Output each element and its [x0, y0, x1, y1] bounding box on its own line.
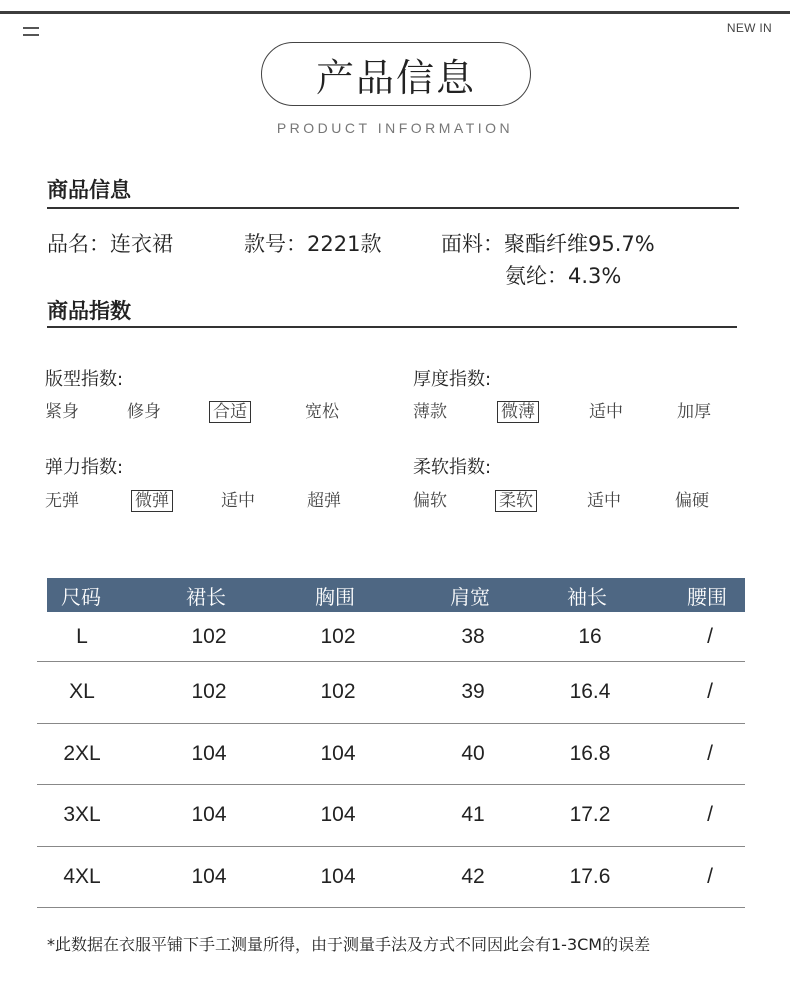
index-option: 适中 — [587, 491, 621, 511]
table-cell: 102 — [191, 680, 227, 704]
table-cell: / — [707, 864, 713, 888]
index-option: 薄款 — [413, 402, 447, 422]
table-cell: 4XL — [63, 864, 101, 888]
product-name — [47, 228, 173, 258]
column-header: 尺码 — [61, 584, 101, 609]
new-in-label: NEW IN — [726, 21, 772, 35]
table-row — [37, 662, 745, 724]
table-cell: 16.8 — [569, 741, 611, 765]
table-cell: 3XL — [63, 803, 101, 827]
table-cell: / — [707, 741, 713, 765]
index-option: 宽松 — [305, 402, 339, 422]
table-cell: 42 — [461, 864, 485, 888]
size-table — [37, 578, 745, 908]
table-cell: / — [707, 624, 713, 648]
table-cell: 104 — [191, 741, 227, 765]
page-title: 产品信息 — [315, 55, 476, 100]
table-cell: L — [76, 624, 88, 648]
index-option: 无弹 — [45, 491, 79, 511]
top-rule — [0, 11, 790, 14]
table-cell: / — [707, 803, 713, 827]
column-header: 胸围 — [315, 584, 355, 609]
fabric-value-1: 聚酯纤维95.7% — [504, 232, 655, 256]
style-number — [244, 228, 381, 258]
index-label: 弹力指数: — [45, 457, 124, 478]
fabric-label: 面料： — [441, 232, 504, 256]
table-cell: 104 — [320, 864, 356, 888]
table-cell: 16 — [578, 624, 602, 648]
table-cell: XL — [69, 680, 95, 704]
table-row — [37, 612, 745, 662]
index-option: 修身 — [127, 402, 161, 422]
column-header: 袖长 — [567, 584, 607, 609]
table-cell: 104 — [320, 741, 356, 765]
product-name-value: 连衣裙 — [110, 232, 173, 256]
table-cell: 39 — [461, 680, 485, 704]
table-cell: 41 — [461, 803, 485, 827]
index-option-selected: 微薄 — [497, 400, 539, 424]
table-cell: 102 — [320, 680, 356, 704]
index-option: 加厚 — [677, 402, 711, 422]
table-cell: 104 — [191, 803, 227, 827]
index-option: 超弹 — [307, 491, 341, 511]
index-option: 适中 — [221, 491, 255, 511]
index-option: 偏软 — [413, 491, 447, 511]
table-cell: 38 — [461, 624, 485, 648]
table-row — [37, 847, 745, 909]
index-option: 适中 — [589, 402, 623, 422]
menu-icon[interactable] — [23, 27, 39, 36]
table-row — [37, 785, 745, 847]
table-cell: 104 — [320, 803, 356, 827]
page-subtitle: PRODUCT INFORMATION — [276, 120, 514, 136]
table-row — [37, 724, 745, 786]
column-header: 裙长 — [186, 584, 226, 609]
index-option: 紧身 — [45, 402, 79, 422]
style-number-value: 2221款 — [307, 232, 382, 256]
table-cell: 104 — [191, 864, 227, 888]
table-cell: 40 — [461, 741, 485, 765]
table-cell: 102 — [320, 624, 356, 648]
measurement-footnote: *此数据在衣服平铺下手工测量所得，由于测量手法及方式不同因此会有1-3CM的误差 — [47, 935, 651, 954]
section-divider — [47, 326, 737, 328]
section-divider — [47, 207, 739, 209]
style-number-label: 款号： — [244, 232, 307, 256]
size-table-header — [47, 578, 745, 612]
column-header: 肩宽 — [450, 584, 490, 609]
product-index-title: 商品指数 — [47, 299, 131, 323]
table-cell: 102 — [191, 624, 227, 648]
table-cell: / — [707, 680, 713, 704]
product-name-label: 品名： — [47, 232, 110, 256]
index-label: 柔软指数: — [413, 457, 492, 478]
index-option-selected: 合适 — [209, 400, 251, 424]
table-cell: 17.6 — [569, 864, 611, 888]
table-cell: 16.4 — [569, 680, 611, 704]
index-label: 版型指数: — [45, 369, 124, 390]
index-option: 偏硬 — [675, 491, 709, 511]
column-header: 腰围 — [687, 584, 727, 609]
table-cell: 2XL — [63, 741, 101, 765]
index-option-selected: 柔软 — [495, 489, 537, 513]
index-option-selected: 微弹 — [131, 489, 173, 513]
fabric-value-2: 氨纶：4.3% — [505, 264, 622, 288]
product-info-title: 商品信息 — [47, 178, 131, 202]
size-table-body — [37, 612, 745, 908]
table-cell: 17.2 — [569, 803, 611, 827]
fabric — [441, 228, 655, 258]
page-title-pill — [261, 42, 531, 106]
index-label: 厚度指数: — [413, 369, 492, 390]
